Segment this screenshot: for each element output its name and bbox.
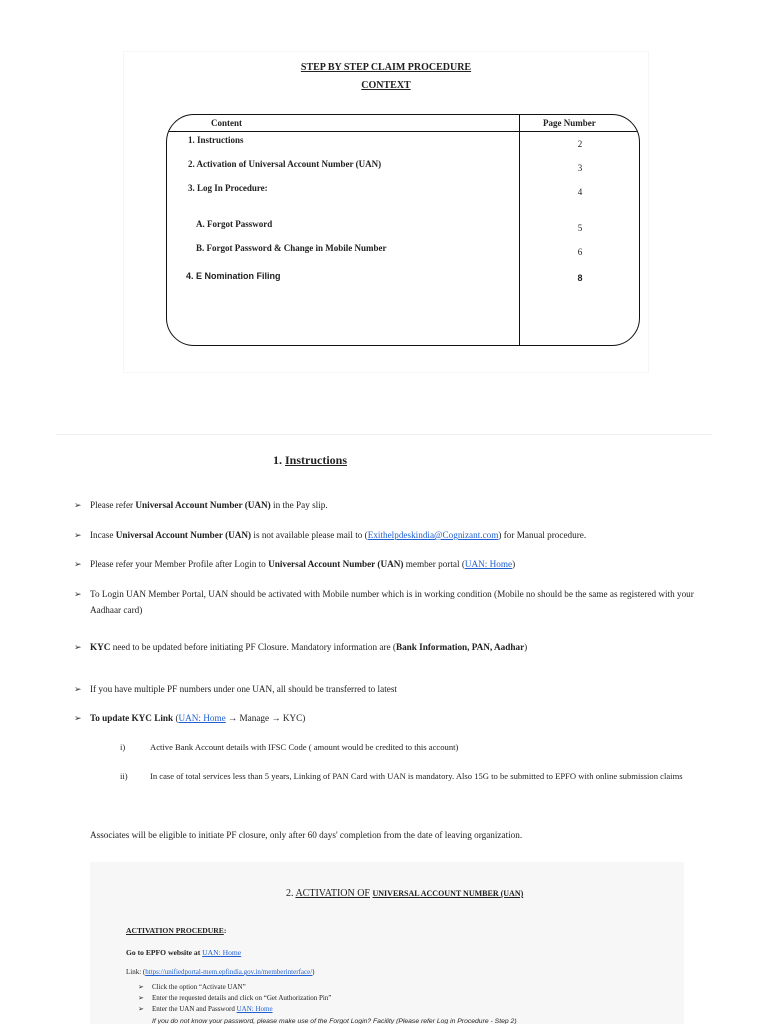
table-row bbox=[167, 219, 639, 233]
text: ) bbox=[524, 642, 528, 652]
document-subtitle: CONTEXT bbox=[361, 80, 411, 91]
text: Please refer bbox=[90, 500, 136, 510]
text: in the Pay slip. bbox=[270, 500, 328, 510]
arrow-bullet-icon: ➢ bbox=[138, 1005, 144, 1013]
text-bold: Go to EPFO website at bbox=[126, 948, 203, 957]
table-row bbox=[167, 135, 639, 149]
text: member portal ( bbox=[403, 559, 465, 569]
contents-page bbox=[124, 52, 648, 372]
text: Enter the UAN and Password bbox=[152, 1005, 237, 1013]
row-label: B. Forgot Password & Change in Mobile Number bbox=[196, 243, 387, 253]
sub-list-item bbox=[120, 739, 710, 755]
text: In case of total services less than 5 years, Linking of PAN Card with UAN is mandatory. Also 15G to be submitted to EPFO with online submission claims bbox=[150, 771, 683, 781]
section-heading-activation bbox=[286, 888, 523, 899]
row-page-number: 5 bbox=[577, 223, 583, 233]
arrow-bullet-icon: ➢ bbox=[74, 642, 82, 652]
row-page-number: 4 bbox=[577, 187, 583, 197]
row-label: 2. Activation of Universal Account Number (UAN) bbox=[188, 159, 382, 169]
column-header-page-number: Page Number bbox=[543, 118, 596, 128]
table-row bbox=[167, 271, 639, 285]
email-link[interactable]: Exithelpdeskindia@Cognizant.com bbox=[367, 530, 499, 540]
arrow-bullet-icon: ➢ bbox=[74, 559, 82, 569]
text: Active Bank Account details with IFSC Code ( amount would be credited to this account) bbox=[150, 742, 459, 752]
text: is not available please mail to ( bbox=[251, 530, 368, 540]
heading-number: 2. bbox=[286, 888, 294, 899]
list-item bbox=[74, 527, 694, 543]
goto-line bbox=[126, 948, 241, 957]
text: ) for Manual procedure. bbox=[498, 530, 587, 540]
list-item bbox=[74, 497, 694, 513]
text: : bbox=[223, 926, 227, 935]
row-page-number: 2 bbox=[577, 139, 583, 149]
sub-list-item bbox=[120, 768, 710, 784]
heading-text: Instructions bbox=[285, 453, 348, 467]
heading-number: 1. bbox=[273, 453, 282, 467]
contents-table bbox=[166, 114, 640, 346]
row-page-number: 8 bbox=[577, 273, 583, 283]
arrow-bullet-icon: ➢ bbox=[74, 713, 82, 723]
arrow-bullet-icon: ➢ bbox=[74, 684, 82, 694]
text: ) bbox=[312, 968, 315, 976]
text: Incase bbox=[90, 530, 116, 540]
text-bold: To update KYC Link bbox=[90, 713, 174, 723]
list-item bbox=[74, 586, 694, 618]
heading-text: ACTIVATION OF bbox=[295, 888, 370, 899]
table-row bbox=[167, 159, 639, 173]
text: ACTIVATION PROCEDURE bbox=[126, 926, 224, 935]
text: Please refer your Member Profile after Login to bbox=[90, 559, 269, 569]
sub-item-number: ii) bbox=[120, 771, 128, 781]
text: ( bbox=[173, 713, 179, 723]
list-item bbox=[74, 710, 694, 726]
activation-procedure-label bbox=[126, 926, 226, 935]
list-item bbox=[138, 1005, 273, 1013]
forgot-password-note: If you do not know your password, please make use of the Forgot Login? Facility (Please refer Log in Procedure - Step 2) bbox=[152, 1018, 517, 1024]
list-item bbox=[74, 681, 694, 697]
heading-text: UNIVERSAL ACCOUNT NUMBER (UAN) bbox=[372, 889, 524, 898]
table-header-divider bbox=[167, 131, 639, 132]
list-item bbox=[138, 994, 331, 1002]
page-divider bbox=[56, 434, 712, 435]
row-label: 1. Instructions bbox=[188, 135, 244, 145]
text-bold: Bank Information, PAN, Aadhar bbox=[395, 642, 525, 652]
arrow-bullet-icon: ➢ bbox=[138, 983, 144, 991]
uan-home-link[interactable]: UAN: Home bbox=[202, 948, 242, 957]
text: ) bbox=[512, 559, 516, 569]
link-line bbox=[126, 968, 315, 976]
text: need to be updated before initiating PF Closure. Mandatory information are ( bbox=[110, 642, 396, 652]
table-row bbox=[167, 243, 639, 257]
sub-item-number: i) bbox=[120, 742, 126, 752]
activation-page bbox=[90, 862, 684, 1024]
list-item bbox=[74, 556, 694, 572]
text: To Login UAN Member Portal, UAN should be activated with Mobile number which is in working condition (Mobile no should be the same as registered with your Aadhaar card) bbox=[90, 589, 694, 615]
text-bold: Universal Account Number (UAN) bbox=[268, 559, 404, 569]
row-label: A. Forgot Password bbox=[196, 219, 273, 229]
row-label: 3. Log In Procedure: bbox=[188, 183, 268, 193]
uan-home-link[interactable]: UAN: Home bbox=[464, 559, 513, 569]
text: If you have multiple PF numbers under one UAN, all should be transferred to latest bbox=[90, 684, 397, 694]
section-heading-instructions bbox=[273, 453, 347, 468]
row-label: 4. E Nomination Filing bbox=[186, 271, 281, 281]
epfo-portal-link[interactable]: https://unifiedportal-mem.epfindia.gov.in/memberinterface/ bbox=[145, 968, 313, 976]
text-bold: Universal Account Number (UAN) bbox=[115, 530, 252, 540]
column-header-content: Content bbox=[211, 118, 242, 128]
text: Click the option “Activate UAN” bbox=[152, 983, 246, 991]
row-page-number: 6 bbox=[577, 247, 583, 257]
arrow-bullet-icon: ➢ bbox=[138, 994, 144, 1002]
uan-home-link[interactable]: UAN: Home bbox=[178, 713, 226, 723]
arrow-bullet-icon: ➢ bbox=[74, 500, 82, 510]
arrow-bullet-icon: ➢ bbox=[74, 530, 82, 540]
list-item bbox=[74, 639, 694, 655]
text-bold: Universal Account Number (UAN) bbox=[135, 500, 271, 510]
arrow-bullet-icon: ➢ bbox=[74, 589, 82, 599]
text-bold: KYC bbox=[90, 642, 111, 652]
list-item bbox=[138, 983, 246, 991]
document-title: STEP BY STEP CLAIM PROCEDURE bbox=[300, 62, 472, 73]
table-row bbox=[167, 183, 639, 197]
text: → Manage → KYC) bbox=[225, 713, 306, 723]
uan-home-link[interactable]: UAN: Home bbox=[236, 1005, 273, 1013]
eligibility-note: Associates will be eligible to initiate PF closure, only after 60 days' completion from the date of leaving organization. bbox=[90, 830, 523, 840]
row-page-number: 3 bbox=[577, 163, 583, 173]
text: Link: ( bbox=[126, 968, 146, 976]
text: Enter the requested details and click on “Get Authorization Pin” bbox=[152, 994, 332, 1002]
